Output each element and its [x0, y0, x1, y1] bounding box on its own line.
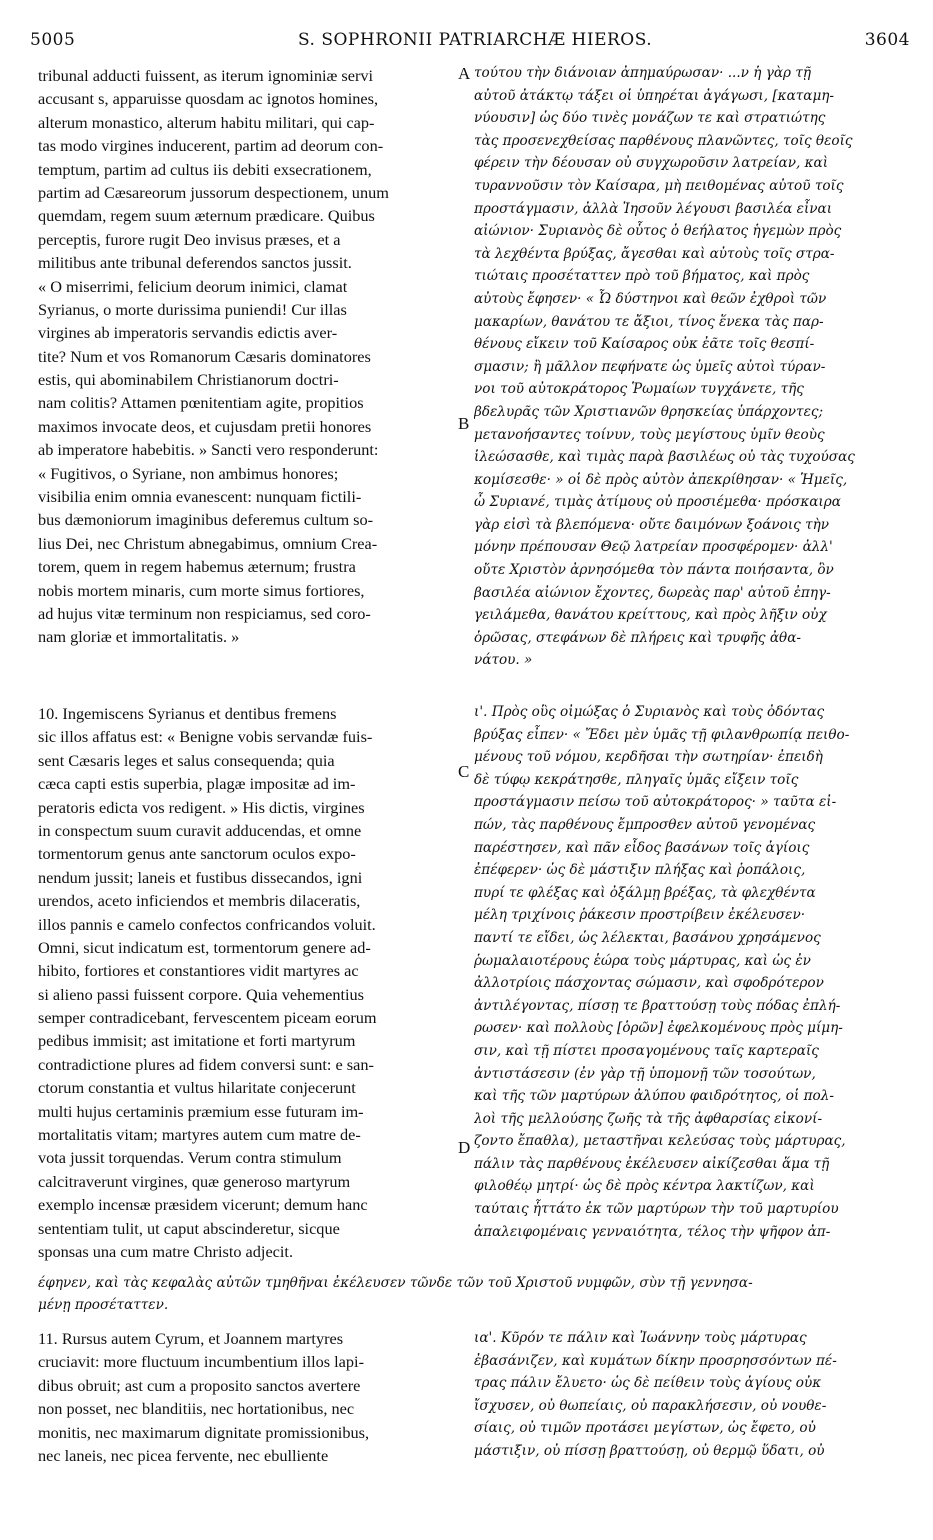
text-line: σιν, καὶ τῇ πίστει προσαγομένους ταῖς καρτεραῖς: [474, 1042, 819, 1059]
text-line: οὔτε Χριστὸν ἀρνησόμεθα τὸν πάντα ποιήσαντα, ὃν: [474, 562, 834, 579]
text-line: alterum monastico, alterum habitu militari, qui cap-: [38, 112, 375, 132]
text-line: pedibus immisit; ast imitatione et forti martyrum: [38, 1031, 356, 1051]
text-line: cæca capti estis superbia, plagæ impositæ ad im-: [38, 774, 356, 794]
text-line: tas modo virgines inducerent, partim ad deorum con-: [38, 136, 384, 156]
text-line: in conspectum suum curavit adducendas, et omne: [38, 820, 362, 840]
text-line: ἱλεώσασθε, καὶ τιμὰς παρὰ βασιλέως οὐ τὰς τυχούσας: [474, 449, 855, 466]
text-line: perceptis, furore rugit Deo invisus præses, et a: [38, 229, 341, 249]
text-line: μένους τοῦ νόμου, κερδῆσαι τὴν σωτηρίαν· ἐπειδὴ: [474, 749, 823, 766]
text-line: illos pannis e camelo confectos confricandos voluit.: [38, 914, 376, 934]
text-line: « O miserrimi, felicium deorum inimici, clamat: [38, 276, 348, 296]
text-line: semper contradicebant, fervescentem piceam eorum: [38, 1008, 377, 1028]
text-line: nobis mortem minaris, cum morte simus fortiores,: [38, 580, 365, 600]
text-line: αὐτοῦ ἀτάκτῳ τάξει οἱ ὑπηρέται ἀγάγωσι, [καταμη-: [474, 87, 835, 104]
text-line: βρύξας εἶπεν· « Ἔδει μὲν ὑμᾶς τῇ φιλανθρωπίᾳ πειθο-: [474, 726, 850, 743]
text-line: βασιλέα αἰώνιον ἔχοντες, δωρεὰς παρ' αὐτοῦ ἐπηγ-: [474, 584, 831, 601]
text-line: παρέστησεν, καὶ πᾶν εἶδος βασάνων τοῖς ἁγίοις: [474, 839, 810, 856]
margin-marker-b: B: [458, 414, 470, 433]
text-line: lius Dei, nec Christum abnegabimus, omnium Crea-: [38, 533, 378, 553]
text-line: nendum jussit; laneis et fustibus dissecandos, igni: [38, 867, 363, 887]
running-title: S. SOPHRONII PATRIARCHÆ HIEROS.: [298, 30, 653, 50]
text-line: πυρί τε φλέξας καὶ ὀξάλμῃ βρέξας, τὰ φλεχθέντα: [474, 884, 816, 901]
text-line: προστάγμασιν πείσω τοῦ αὐτοκράτορος· » ταῦτα εἰ-: [474, 794, 837, 811]
text-line: torem, quem in regem habemus æternum; frustra: [38, 557, 356, 577]
text-line: monitis, nec maximarum dignitate promissionibus,: [38, 1422, 370, 1442]
text-line: dibus obruit; ast cum a proposito sanctos avertere: [38, 1375, 361, 1395]
text-line: μετανοήσαντες τοίνυν, τοὺς μεγίστους ὑμῖν θεοὺς: [474, 426, 825, 443]
text-line: hibito, fortiores et constantiores vidit martyres ac: [38, 961, 359, 981]
text-line: ὦ Συριανέ, τιμὰς ἀτίμους οὐ προσιέμεθα· πρόσκαιρα: [474, 494, 841, 511]
text-line: μάστιξιν, οὐ πίσσῃ βραττούσῃ, οὐ θερμῷ ὕδατι, οὐ: [474, 1442, 825, 1459]
text-line: nam colitis? Attamen pœnitentiam agite, propitios: [38, 393, 364, 413]
text-line: ρωσεν· καὶ πολλοὺς [ὁρῶν] ἐφελκομένους πρὸς μίμη-: [474, 1020, 843, 1037]
text-line: τὰ λεχθέντα βρύξας, ἄγεσθαι καὶ αὐτοὺς τοῖς στρα-: [474, 245, 835, 262]
greek-column-middle: [474, 701, 908, 1243]
text-line: παντί τε εἴδει, ὡς λέλεκται, βασάνου χρησάμενος: [474, 929, 821, 946]
text-line: vota jussit torquendas. Verum contra stimulum: [38, 1148, 342, 1168]
greek-column-bottom: [474, 1327, 908, 1463]
text-line: sic illos affatus est: « Benigne vobis servandæ fuis-: [38, 727, 373, 747]
text-line: ἀντιστάσεσιν (ἐν γὰρ τῇ ὑπομονῇ τῶν τοσούτων,: [474, 1065, 816, 1082]
text-line: ὁρῶσας, στεφάνων δὲ πλήρεις καὶ τρυφῆς ἀθα-: [474, 629, 802, 646]
text-line: μέλη τριχίνοις ῥάκεσιν προστρίβειν ἐκέλευσεν·: [474, 907, 806, 924]
text-line: τούτου τὴν διάνοιαν ἀπημαύρωσαν· ...ν ἡ γὰρ τῇ: [474, 65, 812, 81]
greek-full-width-lines: [38, 1272, 908, 1316]
text-line: militibus ante tribunal deferendos sanctos jussit.: [38, 253, 352, 273]
text-line: 11. Rursus autem Cyrum, et Joannem martyres: [38, 1329, 344, 1348]
text-line: ἀντιλέγοντας, πίσσῃ τε βραττούσῃ τοὺς πόδας ἐπλή-: [474, 997, 841, 1014]
text-line: peratoris edicta vos redigent. » His dictis, virgines: [38, 797, 365, 817]
page-number-right: 3604: [864, 30, 910, 50]
text-line: ad hujus vitæ terminum non respiciamus, sed coro-: [38, 603, 371, 623]
text-line: δὲ τύφῳ κεκράτησθε, πληγαῖς ὑμᾶς εἴξειν τοῖς: [474, 771, 799, 788]
text-line: μένῃ προσέταττεν.: [38, 1297, 169, 1313]
text-line: λοὶ τῆς μελλούσης ζωῆς τὰ τῆς ἀφθαρσίας εἰκονί-: [474, 1110, 823, 1127]
margin-marker-d: D: [458, 1138, 471, 1157]
page-header: [30, 30, 910, 56]
text-line: φέρειν τὴν δέουσαν οὐ συγχωροῦσιν λατρείαν, καὶ: [474, 155, 829, 172]
text-line: ζοντο ἔπαθλα), μεταστῆναι κελεύσας τοὺς μάρτυρας,: [474, 1133, 846, 1150]
text-line: έφηνεν, καὶ τὰς κεφαλὰς αὐτῶν τμηθῆναι ἐκέλευσεν τῶνδε τῶν τοῦ Χριστοῦ νυμφῶν, σὺν τῇ γεννησα-: [38, 1275, 753, 1291]
text-line: « Fugitivos, o Syriane, non ambimus honores;: [38, 463, 339, 483]
text-line: sent Cæsaris leges et salus consequenda; quia: [38, 750, 335, 770]
text-line: urendos, aceto inficiendos et membris dilaceratis,: [38, 891, 361, 911]
margin-marker-c: C: [458, 762, 470, 781]
latin-column-middle: [38, 702, 456, 1263]
text-line: πών, τὰς παρθένους ἔμπροσθεν αὐτοῦ γενομένας: [474, 816, 816, 833]
text-line: σίαις, οὐ τιμῶν προτάσει μεγίστων, ὡς ἔφετο, οὐ: [474, 1420, 816, 1437]
text-line: contradictione plures ad fidem conversi sunt: e san-: [38, 1054, 374, 1074]
text-line: τυραννοῦσιν τὸν Καίσαρα, μὴ πειθομένας αὐτοῦ τοῖς: [474, 177, 844, 194]
text-line: νοι τοῦ αὐτοκράτορος Ῥωμαίων τυγχάνετε, τῆς: [474, 381, 804, 398]
text-line: ταύταις ἧττάτο ἐκ τῶν μαρτύρων τὴν τοῦ μαρτυρίου: [474, 1201, 839, 1218]
text-line: virgines ab imperatoris servandis edictis aver-: [38, 323, 338, 343]
text-line: ἀλλοτρίοις πάσχοντας σώμασιν, καὶ σφοδρότερον: [474, 975, 824, 992]
text-line: si alieno passi fuissent corpore. Quia vehementius: [38, 984, 364, 1004]
text-line: visibilia enim omnia evanescent: nunquam fictili-: [38, 487, 362, 507]
text-line: ctorum constantia et vultus hilaritate conjecerunt: [38, 1078, 356, 1098]
text-line: multi hujus certaminis præmium esse futuram im-: [38, 1101, 364, 1121]
page-number-left: 5005: [30, 30, 76, 50]
text-line: αὐτοὺς ἔφησεν· « Ὦ δύστηνοι καὶ θεῶν ἐχθροὶ τῶν: [474, 290, 827, 307]
margin-marker-a: A: [458, 64, 471, 83]
text-line: νύουσιν] ὡς δύο τινὲς μονάζων τε καὶ στρατιώτης: [474, 110, 826, 127]
text-line: estis, qui abominabilem Christianorum doctri-: [38, 370, 339, 390]
text-line: 10. Ingemiscens Syrianus et dentibus fremens: [38, 704, 337, 723]
text-line: sententiam tulit, ut caput abscinderetur, sicque: [38, 1218, 340, 1238]
text-line: γειλάμεθα, θανάτου κρείττους, καὶ πρὸς λῆξιν οὐχ: [474, 607, 827, 624]
text-line: ab imperatore habebitis. » Sancti vero responderunt:: [38, 440, 379, 460]
text-line: ἐπέφερεν· ὡς δὲ μάστιξιν πλήξας καὶ ῥοπάλοις,: [474, 862, 806, 879]
text-line: sponsas una cum matre Christo adjecit.: [38, 1241, 294, 1261]
text-line: calcitraverunt virgines, quæ generoso martyrum: [38, 1171, 351, 1191]
text-line: κομίσεσθε· » οἱ δὲ πρὸς αὐτὸν ἀπεκρίθησαν· « Ἡμεῖς,: [474, 471, 848, 488]
text-line: mortalitatis vitam; martyres autem cum matre de-: [38, 1125, 361, 1145]
text-line: tite? Num et vos Romanorum Cæsaris dominatores: [38, 346, 371, 366]
text-line: partim ad Cæsareorum jussorum despectionem, unum: [38, 182, 389, 202]
text-line: Syrianus, o morte durissima puniendi! Cur illas: [38, 299, 347, 319]
text-line: quemdam, regem suum æternum prædicare. Quibus: [38, 206, 375, 226]
text-line: νάτου. »: [474, 652, 533, 669]
text-line: Omni, sicut indicatum est, tormentorum genere ad-: [38, 937, 371, 957]
text-line: τὰς προσενεχθείσας παρθένους πλανῶντες, τοῖς θεοῖς: [474, 132, 853, 149]
latin-column-bottom: [38, 1327, 456, 1467]
text-line: tormentorum genus ante sanctorum oculos expo-: [38, 844, 356, 864]
text-line: καὶ τῆς τῶν μαρτύρων ἀλύπου φαιδρότητος, οἱ πολ-: [474, 1088, 834, 1105]
text-line: βδελυρᾶς τῶν Χριστιανῶν θρησκείας ὑπάρχοντες;: [474, 403, 824, 420]
text-line: maximos invocate deos, et cujusdam pretii honores: [38, 416, 372, 436]
text-line: θένους εἴκειν τοῦ Καίσαρος οὐκ ἐᾶτε τοῖς θεσπί-: [474, 336, 815, 353]
text-line: ι'. Πρὸς οὓς οἰμώξας ὁ Συριανὸς καὶ τοὺς ὀδόντας: [474, 704, 825, 720]
text-line: ἀπαλειφομέναις γενναιότητα, τέλος τὴν ψῆφον ἀπ-: [474, 1223, 831, 1240]
text-line: ἐβασάνιζεν, καὶ κυμάτων δίκην προσρησσόντων πέ-: [474, 1352, 837, 1369]
text-line: μόνην πρέπουσαν Θεῷ λατρείαν προσφέρομεν· ἀλλ': [474, 539, 833, 556]
text-line: cruciavit: more fluctuum incumbentium illos lapi-: [38, 1352, 364, 1372]
latin-column-top: [38, 64, 456, 649]
text-line: tribunal adducti fuissent, as iterum ignominiæ servi: [38, 66, 374, 85]
text-line: accusant s, apparuisse quosdam ac ignotos homines,: [38, 89, 379, 109]
text-line: σμασιν; ἢ μᾶλλον πεφήνατε ὡς ὑμεῖς αὐτοὶ τύραν-: [474, 358, 826, 375]
text-line: bus dæmoniorum imaginibus deferemus cultum so-: [38, 510, 374, 530]
text-line: γὰρ εἰσὶ τὰ βλεπόμενα· οὔτε δαιμόνων ξοάνοις τὴν: [474, 516, 830, 533]
text-line: μακαρίων, θανάτου τε ἄξιοι, τίνος ἕνεκα τὰς παρ-: [474, 313, 824, 330]
greek-column-top: [474, 62, 908, 672]
text-line: nam gloriæ et immortalitatis. »: [38, 627, 240, 647]
text-line: ἴσχυσεν, οὐ θωπείαις, οὐ παρακλήσεσιν, οὐ νουθε-: [474, 1397, 827, 1414]
text-line: exemplo incensæ præsidem vicerunt; demum hanc: [38, 1195, 368, 1215]
text-line: τιώταις προσέταττεν πρὸ τοῦ βήματος, καὶ πρὸς: [474, 268, 810, 285]
text-line: ῥωμαλαιοτέρους ἑώρα τοὺς μάρτυρας, καὶ ὡς ἐν: [474, 952, 811, 969]
text-line: πάλιν τὰς παρθένους ἐκέλευσεν αἰκίζεσθαι ἅμα τῇ: [474, 1155, 830, 1172]
text-line: φιλοθέῳ μητρί· ὡς δὲ πρὸς κέντρα λακτίζων, καὶ: [474, 1178, 815, 1195]
text-line: nec laneis, nec picea fervente, nec ebulliente: [38, 1445, 329, 1465]
text-line: τρας πάλιν ἔλυετο· ὡς δὲ πείθειν τοὺς ἁγίους οὐκ: [474, 1375, 822, 1392]
text-line: προστάγμασιν, ἀλλὰ Ἰησοῦν λέγουσι βασιλέα εἶναι: [474, 200, 833, 217]
text-line: αἰώνιον· Συριανὸς δὲ οὗτος ὁ θεήλατος ἡγεμὼν πρὸς: [474, 223, 842, 240]
text-line: temptum, partim ad cultus iis debiti exsecrationem,: [38, 159, 372, 179]
text-line: non posset, nec blanditiis, nec hortationibus, nec: [38, 1399, 355, 1419]
text-line: ια'. Κῦρόν τε πάλιν καὶ Ἰωάννην τοὺς μάρτυρας: [474, 1330, 807, 1346]
